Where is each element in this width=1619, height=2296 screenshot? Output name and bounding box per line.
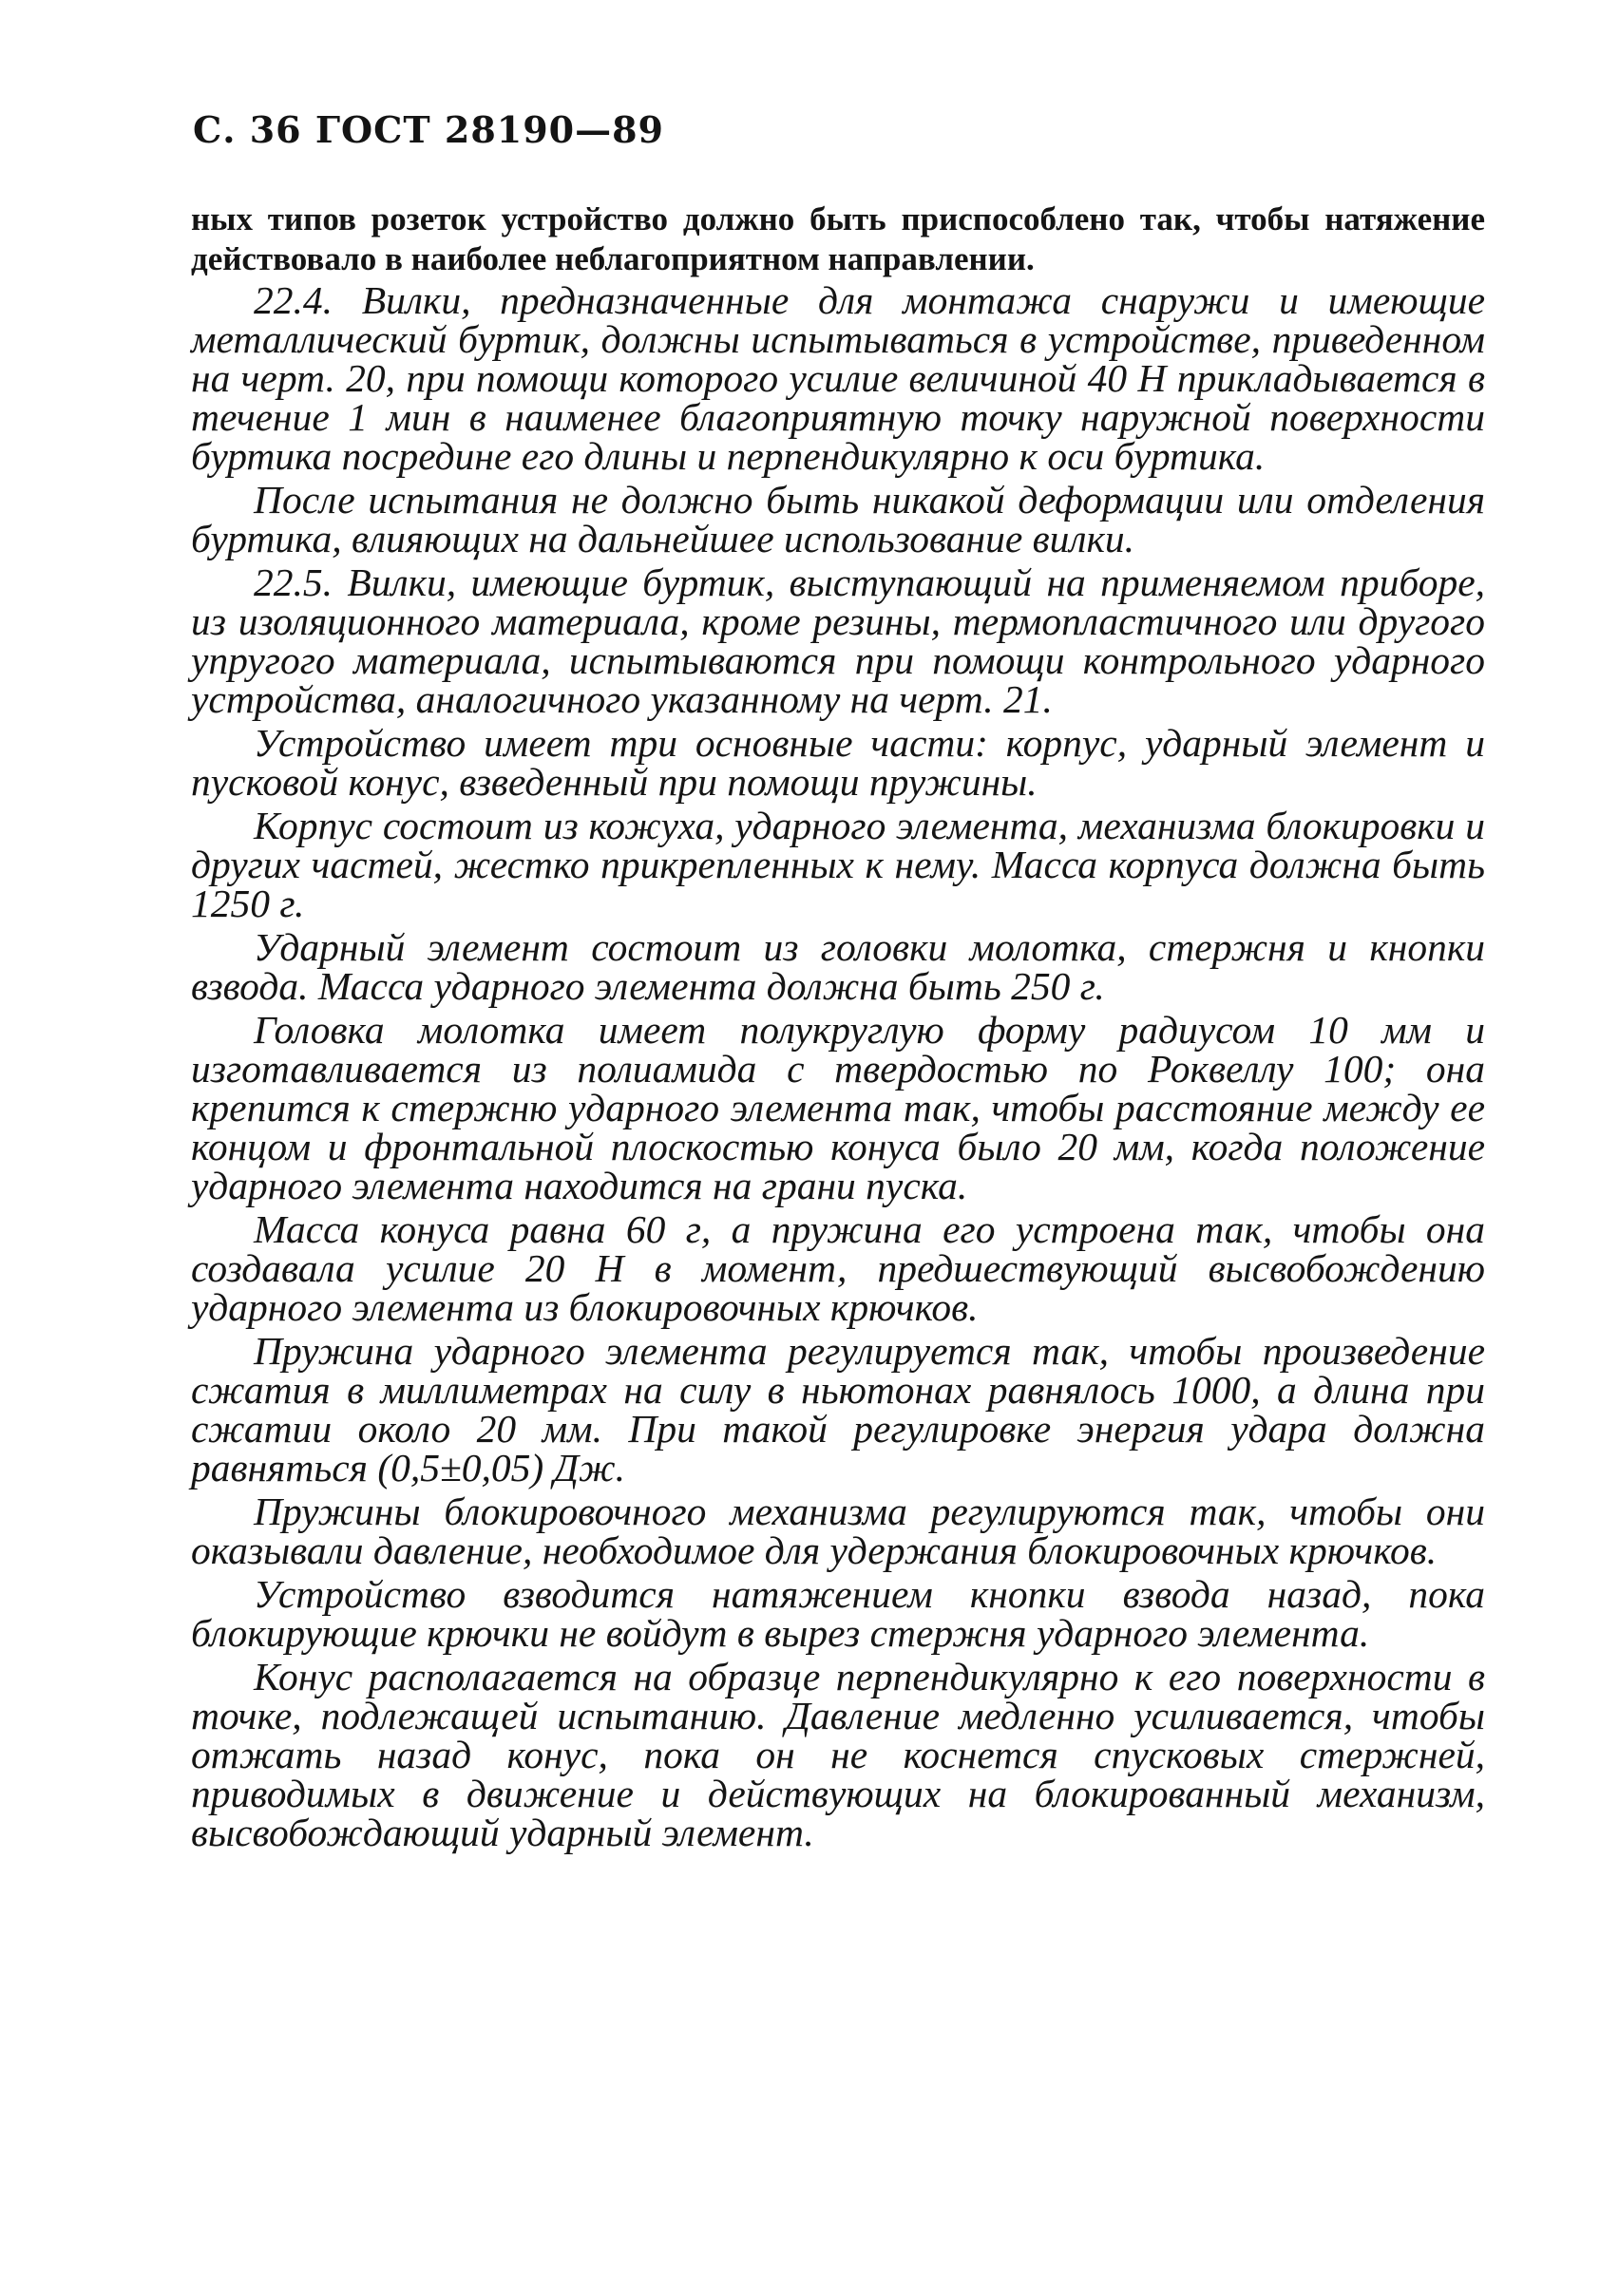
paragraph: Пружина ударного элемента регулируется так, чтобы произведение сжатия в миллиметрах на силу в ньютонах равнялось 1000, а длина при сжатии около 20 мм. При такой регулировке энергия удара должна равняться (0,5±0,05) Дж.	[191, 1329, 1485, 1490]
paragraph-22-4: 22.4. Вилки, предназначенные для монтажа снаружи и имеющие металлический буртик, должны испытываться в устройстве, приведенном на черт. 20, при помощи которого усилие величиной 40 Н прикладывается в течение 1 мин в наименее благоприятную точку наружной поверхности буртика посредине его длины и перпендикулярно к оси буртика.	[191, 278, 1485, 478]
paragraph: Ударный элемент состоит из головки молотка, стержня и кнопки взвода. Масса ударного элемента должна быть 250 г.	[191, 925, 1485, 1008]
body-text	[191, 278, 1485, 1857]
paragraph: Пружины блокировочного механизма регулируются так, чтобы они оказывали давление, необходимое для удержания блокировочных крючков.	[191, 1490, 1485, 1572]
paragraph: Головка молотка имеет полукруглую форму радиусом 10 мм и изготавливается из полиамида с твердостью по Роквеллу 100; она крепится к стержню ударного элемента так, чтобы расстояние между ее концом и фронтальной плоскостью конуса было 20 мм, когда положение ударного элемента находится на грани пуска.	[191, 1008, 1485, 1207]
paragraph-22-5: 22.5. Вилки, имеющие буртик, выступающий на применяемом приборе, из изоляционного материала, кроме резины, термопластичного или другого упругого материала, испытываются при помощи контрольного ударного устройства, аналогичного указанному на черт. 21.	[191, 560, 1485, 721]
paragraph: Конус располагается на образце перпендикулярно к его поверхности в точке, подлежащей испытанию. Давление медленно усиливается, чтобы отжать назад конус, пока он не коснется спусковых стержней, приводимых в движение и действующих на блокированный механизм, высвобождающий ударный элемент.	[191, 1655, 1485, 1854]
paragraph: Корпус состоит из кожуха, ударного элемента, механизма блокировки и других частей, жестко прикрепленных к нему. Масса корпуса должна быть 1250 г.	[191, 804, 1485, 925]
paragraph: Устройство имеет три основные части: корпус, ударный элемент и пусковой конус, взведенный при помощи пружины.	[191, 721, 1485, 804]
page-header: С. 36 ГОСТ 28190—89	[193, 108, 664, 151]
continuation-paragraph: ных типов розеток устройство должно быть приспособлено так, чтобы натяжение действовало в наиболее неблагоприятном направлении.	[191, 200, 1485, 277]
paragraph: Масса конуса равна 60 г, а пружина его устроена так, чтобы она создавала усилие 20 Н в момент, предшествующий высвобождению ударного элемента из блокировочных крючков.	[191, 1207, 1485, 1329]
paragraph: Устройство взводится натяжением кнопки взвода назад, пока блокирующие крючки не войдут в вырез стержня ударного элемента.	[191, 1572, 1485, 1655]
paragraph: После испытания не должно быть никакой деформации или отделения буртика, влияющих на дальнейшее использование вилки.	[191, 478, 1485, 560]
